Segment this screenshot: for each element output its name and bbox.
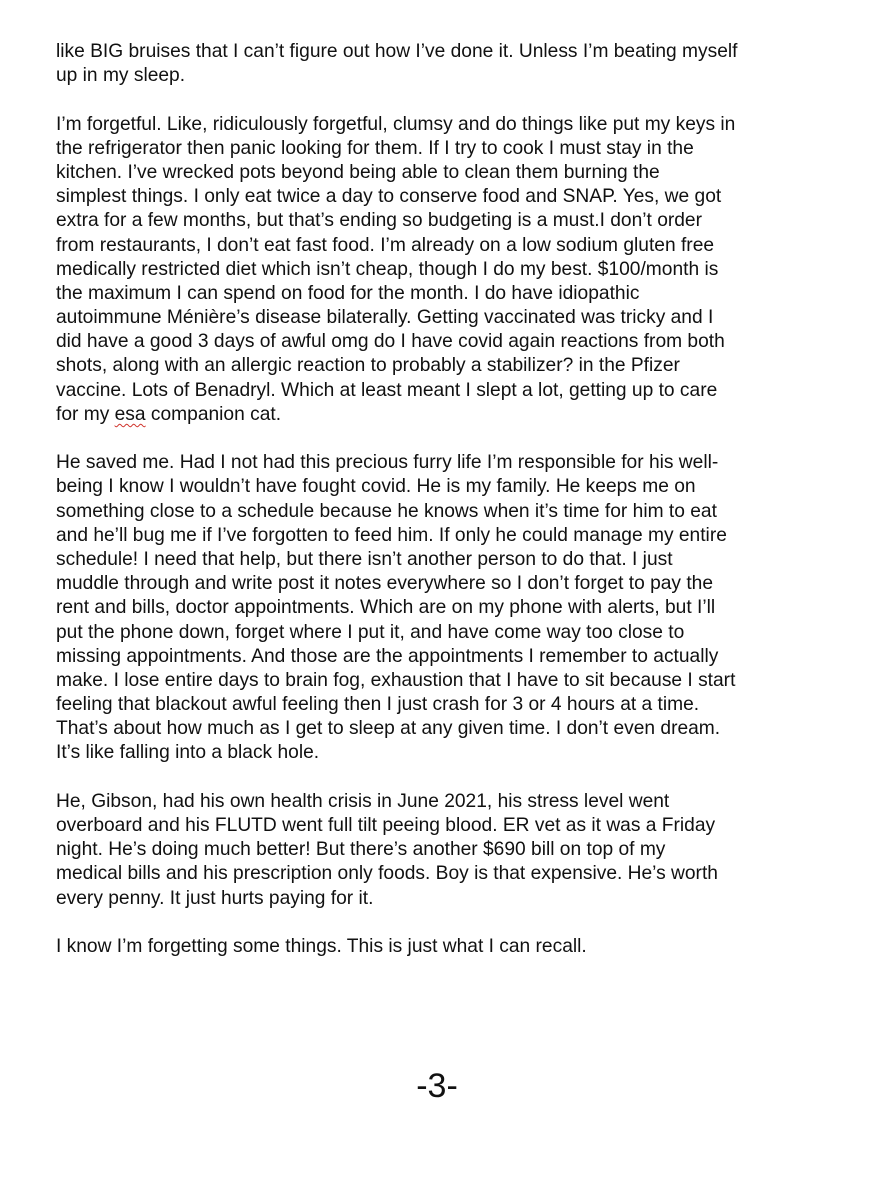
page-number: -3- (416, 1067, 458, 1105)
text-line: every penny. It just hurts paying for it. (56, 887, 374, 909)
text-line: night. He’s doing much better! But there’s another $690 bill on top of my (56, 839, 666, 861)
text-line: It’s like falling into a black hole. (56, 742, 320, 764)
text-line: I know I’m forgetting some things. This is just what I can recall. (56, 935, 587, 957)
text-line: simplest things. I only eat twice a day to conserve food and SNAP. Yes, we got (56, 186, 722, 208)
text-line: extra for a few months, but that’s ending so budgeting is a must.I don’t order (56, 210, 702, 232)
text-line: and he’ll bug me if I’ve forgotten to feed him. If only he could manage my entire (56, 524, 727, 546)
paragraph-gap (56, 766, 828, 790)
text-line: autoimmune Ménière’s disease bilaterally. Getting vaccinated was tricky and I (56, 307, 714, 329)
text-line: make. I lose entire days to brain fog, exhaustion that I have to sit because I start (56, 669, 736, 691)
paragraph-gap (56, 427, 828, 451)
paragraph-bruises (56, 40, 828, 88)
text-segment: for my (56, 403, 115, 425)
text-line (56, 403, 828, 427)
paragraph-gap (56, 88, 828, 112)
paragraph-forgetful (56, 113, 828, 427)
text-line: something close to a schedule because he knows when it’s time for him to eat (56, 500, 717, 522)
document-page (56, 40, 828, 959)
text-line: rent and bills, doctor appointments. Which are on my phone with alerts, but I’ll (56, 597, 716, 619)
paragraph-gibson (56, 790, 828, 911)
text-line: He saved me. Had I not had this precious furry life I’m responsible for his well- (56, 452, 719, 474)
text-line: put the phone down, forget where I put it, and have come way too close to (56, 621, 685, 643)
text-line: medical bills and his prescription only foods. Boy is that expensive. He’s worth (56, 863, 718, 885)
text-line: That’s about how much as I get to sleep at any given time. I don’t even dream. (56, 718, 721, 740)
text-line: vaccine. Lots of Benadryl. Which at least meant I slept a lot, getting up to care (56, 379, 718, 401)
text-line: the refrigerator then panic looking for them. If I try to cook I must stay in the (56, 137, 694, 159)
text-line: from restaurants, I don’t eat fast food. I’m already on a low sodium gluten free (56, 234, 715, 256)
text-line: missing appointments. And those are the appointments I remember to actually (56, 645, 719, 667)
text-line: being I know I wouldn’t have fought covid. He is my family. He keeps me on (56, 476, 696, 498)
paragraph-closing (56, 935, 828, 959)
text-line: shots, along with an allergic reaction to probably a stabilizer? in the Pfizer (56, 355, 680, 377)
paragraph-saved-me (56, 451, 828, 765)
text-line: the maximum I can spend on food for the month. I do have idiopathic (56, 282, 640, 304)
text-line: medically restricted diet which isn’t cheap, though I do my best. $100/month is (56, 258, 719, 280)
text-line: did have a good 3 days of awful omg do I have covid again reactions from both (56, 331, 725, 353)
spellcheck-flagged-word[interactable]: esa (114, 403, 146, 425)
text-line: overboard and his FLUTD went full tilt peeing blood. ER vet as it was a Friday (56, 815, 716, 836)
text-line: like BIG bruises that I can’t figure out how I’ve done it. Unless I’m beating myself (56, 41, 738, 62)
text-line: schedule! I need that help, but there isn’t another person to do that. I just (56, 548, 673, 570)
text-line: He, Gibson, had his own health crisis in June 2021, his stress level went (56, 790, 670, 812)
text-segment: companion cat. (145, 403, 282, 425)
text-line: up in my sleep. (56, 65, 186, 87)
text-line: muddle through and write post it notes everywhere so I don’t forget to pay the (56, 573, 714, 595)
paragraph-gap (56, 911, 828, 935)
text-line: I’m forgetful. Like, ridiculously forgetful, clumsy and do things like put my keys in (56, 113, 736, 135)
text-line: feeling that blackout awful feeling then I just crash for 3 or 4 hours at a time. (56, 694, 700, 716)
text-line: kitchen. I’ve wrecked pots beyond being able to clean them burning the (56, 161, 660, 183)
